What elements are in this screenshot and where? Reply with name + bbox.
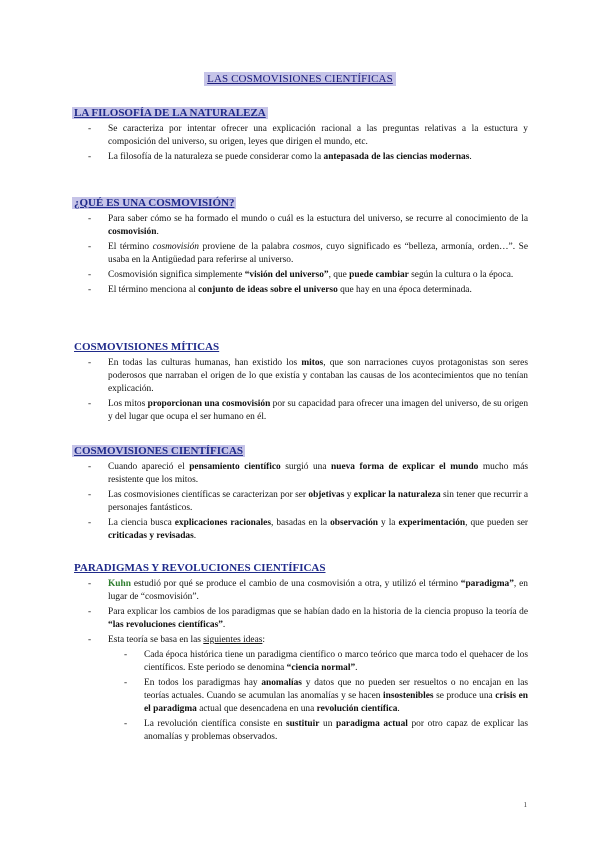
emphasis-text: sustituir: [286, 719, 320, 729]
section-que-es-cosmovision: [74, 193, 528, 299]
text-run: y datos que no pueden ser resueltos o no encajan en las teorías actuales. Cuando se acumulan las anomalías y se hacen: [144, 677, 528, 701]
text-run: , que: [328, 270, 350, 280]
list-item: [74, 461, 528, 487]
emphasis-text: anomalías: [261, 677, 302, 688]
section-filosofia-naturaleza: [74, 103, 528, 166]
list-item: [74, 517, 528, 543]
section-heading: PARADIGMAS Y REVOLUCIONES CIENTÍFICAS: [74, 562, 326, 574]
section-cosmovisiones-miticas: [74, 337, 528, 426]
text-run: La ciencia busca: [108, 518, 175, 528]
text-run: Cuando apareció el: [108, 462, 190, 472]
text-run: sin tener que recurrir a personajes fantásticos.: [108, 490, 528, 514]
emphasis-text: cosmos: [292, 242, 321, 252]
list-item: [74, 284, 528, 297]
text-run: .: [355, 663, 358, 673]
page-number: 1: [523, 801, 527, 809]
text-run: .: [193, 531, 197, 542]
text-run: estudió por qué se produce el cambio de una cosmovisión a otra, y utilizó el término: [130, 579, 461, 589]
emphasis-text: “las revoluciones científicas”: [108, 620, 223, 631]
emphasis-text: “paradigma”: [460, 579, 514, 589]
list-item: [74, 269, 528, 282]
text-run: mucho más resistente que los mitos.: [108, 462, 529, 486]
bullet-list: [74, 213, 528, 297]
list-item: [74, 123, 528, 149]
list-item: [74, 241, 528, 267]
emphasis-text: cosmovisión: [108, 227, 157, 238]
text-run: El término menciona al: [108, 284, 199, 295]
emphasis-text: objetivas: [308, 490, 345, 500]
bullet-list: [74, 357, 528, 425]
text-run: Los mitos: [108, 399, 148, 410]
list-item: [74, 634, 528, 647]
text-run: Las cosmovisiones científicas se caracterizan por ser: [108, 490, 309, 500]
emphasis-text: siguientes ideas: [203, 635, 263, 645]
emphasis-text: explicaciones racionales: [174, 518, 271, 528]
section-heading: COSMOVISIONES MÍTICAS: [74, 341, 220, 353]
text-run: un: [319, 719, 336, 729]
list-item: [74, 489, 528, 515]
text-run: , que son narraciones cuyos protagonistas son seres poderosos que narraban el origen de lo que existía y contaban las causas de los acontecimientos que no tenían explicación.: [108, 358, 528, 395]
section-heading: COSMOVISIONES CIENTÍFICAS: [74, 445, 244, 457]
list-item: [74, 606, 528, 632]
text-run: Cosmovisión significa simplemente: [108, 270, 245, 280]
text-run: Se caracteriza por intentar ofrecer una explicación racional a las preguntas relativas a la estuctura y composición del universo, su origen, leyes que dirigen el mundo, etc.: [108, 124, 528, 148]
text-run: En todas las culturas humanas, han existido los: [108, 358, 302, 368]
text-run: , basadas en la: [270, 518, 331, 528]
text-run: Cada época histórica tiene un paradigma científico o marco teórico que marca todo el quehacer de los científicos. Este periodo se denomina: [144, 649, 528, 673]
text-run: Para saber cómo se ha formado el mundo o cuál es la estuctura del universo, se recurre al conocimiento de la: [108, 214, 528, 224]
emphasis-text: puede cambiar: [349, 270, 409, 280]
text-run: La revolución científica consiste en: [144, 719, 287, 729]
emphasis-text: pensamiento científico: [189, 462, 281, 472]
emphasis-text: “ciencia normal”: [286, 663, 356, 673]
text-run: por su capacidad para ofrecer una imagen del universo, de su origen y del lugar que ocupa el ser humano en él.: [108, 399, 529, 423]
section-heading: ¿QUÉ ES UNA COSMOVISIÓN?: [74, 197, 235, 209]
list-item: [74, 718, 528, 744]
text-run: actual que desencadena en una: [196, 704, 317, 715]
emphasis-text: criticadas y revisadas: [108, 531, 194, 542]
text-run: proviene de la palabra: [198, 242, 293, 252]
text-run: , que pueden ser: [465, 518, 528, 528]
text-run: se produce una: [433, 691, 496, 701]
section-heading: LA FILOSOFÍA DE LA NATURALEZA: [74, 107, 266, 119]
emphasis-text: revolución científica: [316, 704, 398, 715]
text-run: según la cultura o la época.: [408, 270, 514, 280]
bullet-list: [74, 578, 528, 647]
list-item: [74, 677, 528, 717]
emphasis-text: cosmovisión: [152, 242, 199, 252]
text-run: y la: [378, 518, 399, 528]
list-item: [74, 578, 528, 604]
bullet-list: [74, 123, 528, 164]
emphasis-text: paradigma actual: [336, 719, 408, 729]
document-title: LAS COSMOVISIONES CIENTÍFICAS: [204, 72, 396, 86]
text-run: La filosofía de la naturaleza se puede considerar como la: [108, 152, 324, 162]
emphasis-text: “visión del universo”: [244, 270, 329, 280]
emphasis-text: observación: [330, 518, 379, 528]
section-cosmovisiones-cientificas: [74, 441, 528, 545]
text-run: , cuyo significado es “belleza, armonía, orden…”. Se usaba en la Antigüedad para referirse al universo.: [108, 242, 528, 266]
sub-bullet-list: [74, 649, 528, 745]
emphasis-text: antepasada de las ciencias modernas: [323, 152, 470, 162]
text-run: que hay en una época determinada.: [337, 284, 472, 295]
emphasis-text: conjunto de ideas sobre el universo: [198, 284, 338, 295]
text-run: surgió una: [280, 462, 332, 472]
emphasis-text: explicar la naturaleza: [353, 490, 441, 500]
emphasis-text: crisis en el paradigma: [144, 691, 528, 715]
text-run: .: [222, 620, 226, 631]
bullet-list: [74, 461, 528, 543]
text-run: por otro capaz de explicar las anomalías y problemas observados.: [144, 719, 528, 743]
text-run: Esta teoría se basa en las: [108, 635, 204, 645]
title-wrap: [0, 69, 600, 87]
text-run: :: [262, 635, 265, 645]
emphasis-text: proporcionan una cosmovisión: [147, 399, 271, 410]
text-run: .: [469, 152, 472, 162]
emphasis-text: nueva forma de explicar el mundo: [331, 462, 479, 472]
section-paradigmas: [74, 558, 528, 746]
list-item: [74, 213, 528, 239]
list-item: [74, 649, 528, 675]
emphasis-text: Kuhn: [108, 579, 131, 589]
text-run: En todos los paradigmas hay: [144, 677, 262, 688]
text-run: Para explicar los cambios de los paradigmas que se habían dado en la historia de la ciencia propuso la teoría de: [108, 607, 528, 617]
text-run: .: [156, 227, 159, 238]
text-run: El término: [108, 242, 153, 252]
text-run: , en lugar de “cosmovisión”.: [108, 579, 528, 603]
text-run: y: [344, 490, 354, 500]
list-item: [74, 151, 528, 164]
emphasis-text: insostenibles: [383, 691, 434, 701]
text-run: .: [397, 704, 400, 715]
emphasis-text: mitos: [301, 358, 324, 368]
list-item: [74, 357, 528, 397]
list-item: [74, 398, 528, 424]
emphasis-text: experimentación: [398, 518, 466, 528]
